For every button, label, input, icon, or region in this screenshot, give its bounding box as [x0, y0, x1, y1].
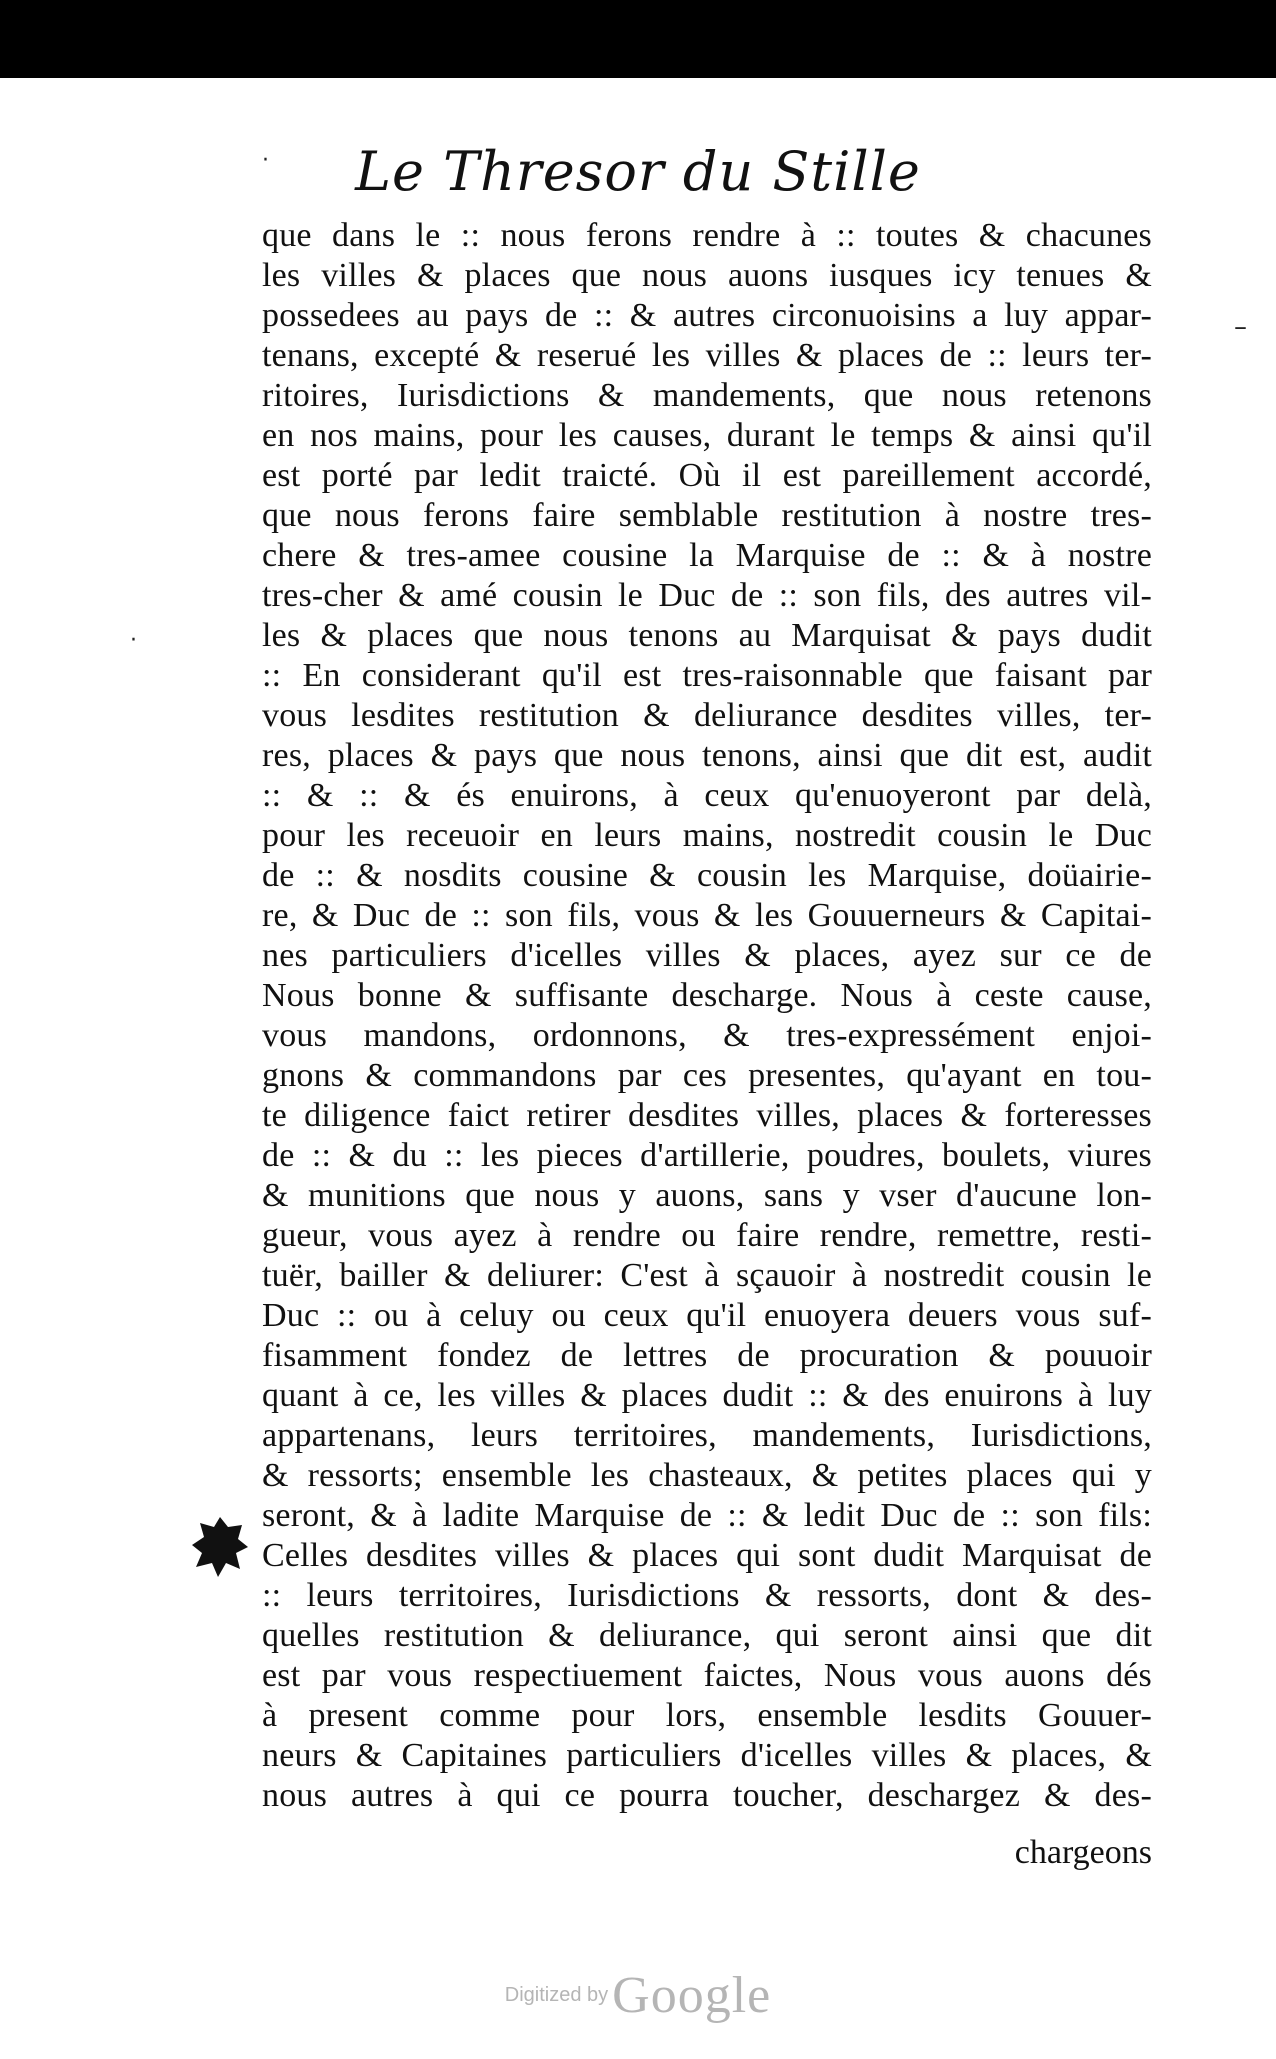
text-line: :: & :: & és enuirons, à ceux qu'enuoyeront par delà,: [262, 777, 1152, 814]
margin-speck-mark: ·: [262, 148, 269, 173]
margin-speck-mark: –: [1234, 312, 1247, 342]
text-line: quelles restitution & deliurance, qui seront ainsi que dit: [262, 1617, 1152, 1654]
text-line: pour les receuoir en leurs mains, nostredit cousin le Duc: [262, 817, 1152, 854]
text-line: que dans le :: nous ferons rendre à :: toutes & chacunes: [262, 217, 1152, 254]
text-line: possedees au pays de :: & autres circonuoisins a luy appar-: [262, 297, 1152, 334]
text-line: & munitions que nous y auons, sans y vser d'aucune lon-: [262, 1177, 1152, 1214]
catchword: chargeons: [1014, 1834, 1152, 1871]
text-line: appartenans, leurs territoires, mandements, Iurisdictions,: [262, 1417, 1152, 1454]
running-head: Le Thresor du Stille: [355, 140, 921, 203]
text-line: de :: & du :: les pieces d'artillerie, poudres, boulets, viures: [262, 1137, 1152, 1174]
text-line: fisamment fondez de lettres de procuration & pouuoir: [262, 1337, 1152, 1374]
digitization-watermark: [0, 1966, 1276, 2025]
text-line: quant à ce, les villes & places dudit :: & des enuirons à luy: [262, 1377, 1152, 1414]
body-text: [262, 216, 1152, 1816]
margin-speck-mark: ·: [130, 628, 137, 653]
text-line: seront, & à ladite Marquise de :: & ledit Duc de :: son fils:: [262, 1497, 1152, 1534]
text-line: res, places & pays que nous tenons, ainsi que dit est, audit: [262, 737, 1152, 774]
text-line: Nous bonne & suffisante descharge. Nous à ceste cause,: [262, 977, 1152, 1014]
watermark-prefix: Digitized by: [504, 1984, 609, 2006]
text-line: te diligence faict retirer desdites villes, places & forteresses: [262, 1097, 1152, 1134]
text-line: vous lesdites restitution & deliurance desdites villes, ter-: [262, 697, 1152, 734]
text-line: gueur, vous ayez à rendre ou faire rendre, remettre, resti-: [262, 1217, 1152, 1254]
text-line: nes particuliers d'icelles villes & places, ayez sur ce de: [262, 937, 1152, 974]
text-line: ritoires, Iurisdictions & mandements, que nous retenons: [262, 377, 1152, 414]
text-line: est porté par ledit traicté. Où il est pareillement accordé,: [262, 457, 1152, 494]
text-line: :: En considerant qu'il est tres-raisonnable que faisant par: [262, 657, 1152, 694]
text-line: tuër, bailler & deliurer: C'est à sçauoir à nostredit cousin le: [262, 1257, 1152, 1294]
text-line: de :: & nosdits cousine & cousin les Marquise, doüairie-: [262, 857, 1152, 894]
text-line: en nos mains, pour les causes, durant le temps & ainsi qu'il: [262, 417, 1152, 454]
text-line: gnons & commandons par ces presentes, qu'ayant en tou-: [262, 1057, 1152, 1094]
text-line: les & places que nous tenons au Marquisat & pays dudit: [262, 617, 1152, 654]
text-line: vous mandons, ordonnons, & tres-expressément enjoi-: [262, 1017, 1152, 1054]
text-line: Celles desdites villes & places qui sont dudit Marquisat de: [262, 1537, 1152, 1574]
text-line: les villes & places que nous auons iusques icy tenues &: [262, 257, 1152, 294]
text-line: & ressorts; ensemble les chasteaux, & petites places qui y: [262, 1457, 1152, 1494]
text-line: tres-cher & amé cousin le Duc de :: son fils, des autres vil-: [262, 577, 1152, 614]
ink-blot-icon: [190, 1515, 250, 1579]
text-line: chere & tres-amee cousine la Marquise de :: & à nostre: [262, 537, 1152, 574]
text-line: que nous ferons faire semblable restitution à nostre tres-: [262, 497, 1152, 534]
scan-top-border: [0, 0, 1276, 78]
text-line: est par vous respectiuement faictes, Nous vous auons dés: [262, 1657, 1152, 1694]
text-line: à present comme pour lors, ensemble lesdits Gouuer-: [262, 1697, 1152, 1734]
text-line: nous autres à qui ce pourra toucher, deschargez & des-: [262, 1777, 1152, 1814]
text-line: neurs & Capitaines particuliers d'icelles villes & places, &: [262, 1737, 1152, 1774]
watermark-brand: Google: [612, 1967, 772, 2024]
text-line: Duc :: ou à celuy ou ceux qu'il enuoyera deuers vous suf-: [262, 1297, 1152, 1334]
text-line: tenans, excepté & reserué les villes & places de :: leurs ter-: [262, 337, 1152, 374]
text-line: :: leurs territoires, Iurisdictions & ressorts, dont & des-: [262, 1577, 1152, 1614]
text-line: re, & Duc de :: son fils, vous & les Gouuerneurs & Capitai-: [262, 897, 1152, 934]
